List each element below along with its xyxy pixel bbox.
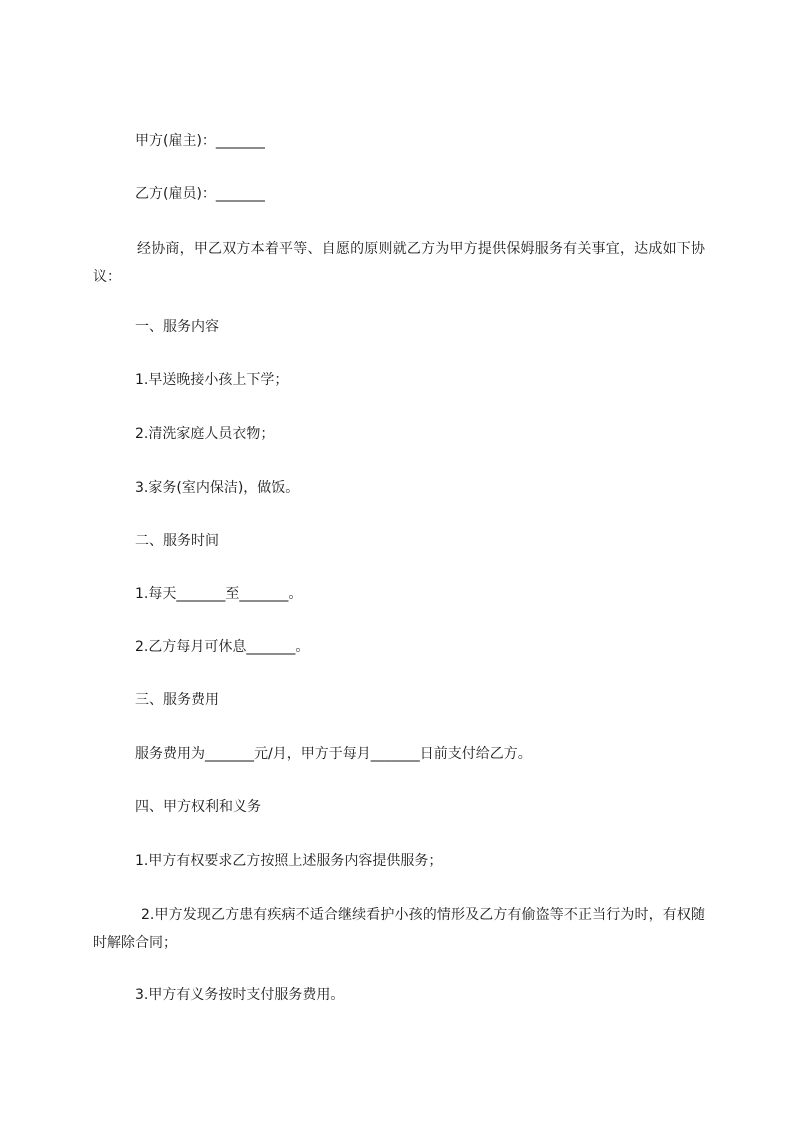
section2-item-2: 2.乙方每月可休息_______。 bbox=[135, 639, 310, 655]
intro-paragraph: 经协商，甲乙双方本着平等、自愿的原则就乙方为甲方提供保姆服务有关事宜，达成如下协议： bbox=[93, 241, 705, 285]
section1-heading: 一、服务内容 bbox=[135, 319, 219, 335]
section4-item-2: 2.甲方发现乙方患有疾病不适合继续看护小孩的情形及乙方有偷盗等不正当行为时，有权随时解除合同； bbox=[93, 907, 705, 951]
section4-item-1: 1.甲方有权要求乙方按照上述服务内容提供服务； bbox=[135, 853, 443, 869]
section3-text: 服务费用为_______元/月，甲方于每月_______日前支付给乙方。 bbox=[135, 746, 532, 762]
section3-heading: 三、服务费用 bbox=[135, 692, 219, 708]
section2-item-1: 1.每天_______至_______。 bbox=[135, 586, 303, 602]
section1-item-1: 1.早送晚接小孩上下学； bbox=[135, 372, 289, 388]
section4-heading: 四、甲方权利和义务 bbox=[135, 799, 261, 815]
section1-item-2: 2.清洗家庭人员衣物； bbox=[135, 426, 275, 442]
section1-item-3: 3.家务(室内保洁)，做饭。 bbox=[135, 480, 300, 496]
section2-heading: 二、服务时间 bbox=[135, 533, 219, 549]
section4-item-3: 3.甲方有义务按时支付服务费用。 bbox=[135, 987, 345, 1003]
party-b-line: 乙方(雇员)：_______ bbox=[135, 186, 265, 202]
party-a-line: 甲方(雇主)：_______ bbox=[135, 133, 265, 149]
